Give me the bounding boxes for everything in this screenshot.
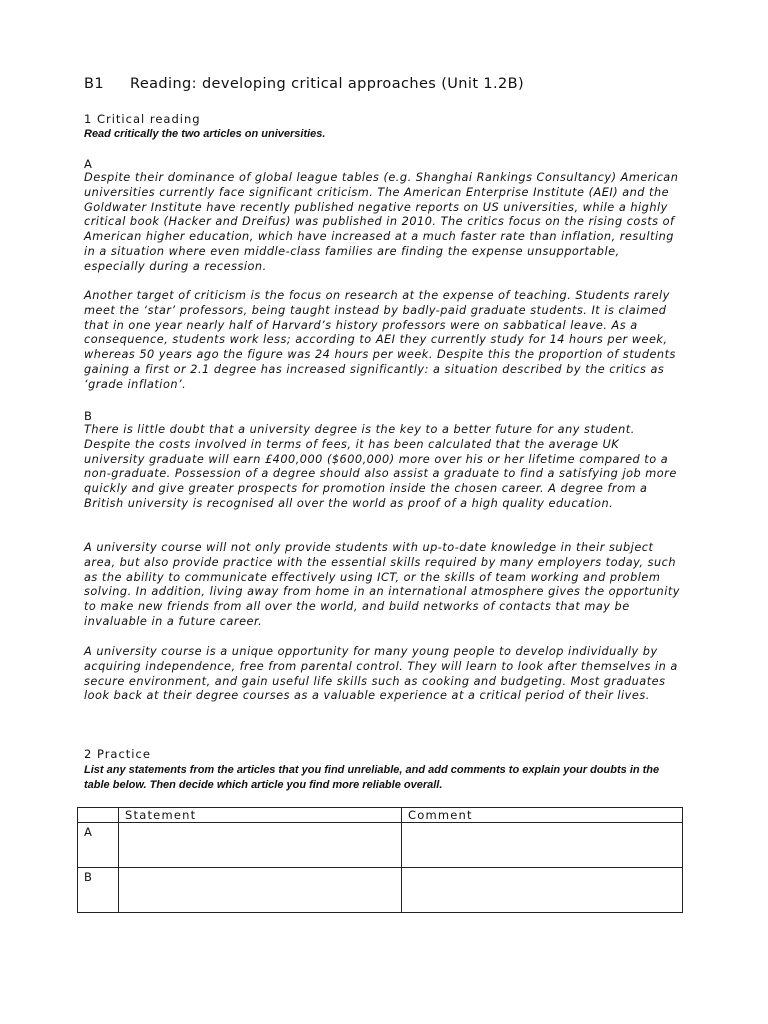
- comment-cell-b[interactable]: [402, 868, 683, 913]
- article-b-label: B: [84, 409, 92, 423]
- table-header-row: [78, 808, 683, 823]
- article-a-label: A: [84, 157, 92, 171]
- practice-table: [77, 807, 683, 913]
- table-row: [78, 868, 683, 913]
- page-heading: [84, 76, 524, 92]
- page-title: Reading: developing critical approaches (Unit 1.2B): [130, 76, 525, 92]
- table-header-label: [78, 808, 119, 823]
- section-2-title: 2 Practice: [84, 747, 151, 761]
- article-a-paragraph-1: Despite their dominance of global league tables (e.g. Shanghai Rankings Consultancy) American universities currently face significant criticism. The American Enterprise Institute (AEI) and the Goldwater Institute have recently published negative reports on US universities, while a highly critical book (Hacker and Dreifus) was published in 2010. The critics focus on the rising costs of American higher education, which have increased at a much faster rate than inflation, resulting in a situation where even middle-class families are finding the expense unsupportable, especially during a recession.: [84, 171, 679, 273]
- section-1-title: 1 Critical reading: [84, 112, 201, 126]
- statement-cell-b[interactable]: [119, 868, 402, 913]
- table-header-statement: Statement: [119, 808, 402, 823]
- table-header-comment: Comment: [402, 808, 683, 823]
- article-b-paragraph-1: There is little doubt that a university degree is the key to a better future for any student. Despite the costs involved in terms of fees, it has been calculated that the average UK university graduate will earn £400,000 ($600,000) more over his or her lifetime compared to a non-graduate. Possession of a degree should also assist a graduate to find a satisfying job more quickly and give greater prospects for promotion inside the chosen career. A degree from a British university is recognised all over the world as proof of a high quality education.: [84, 423, 677, 510]
- unit-code: B1: [84, 76, 104, 92]
- section-1-instruction: Read critically the two articles on universities.: [84, 128, 326, 140]
- article-b-paragraph-3: A university course is a unique opportunity for many young people to develop individually by acquiring independence, free from parental control. They will learn to look after themselves in a secure environment, and gain useful life skills such as cooking and budgeting. Most graduates look back at their degree courses as a valuable experience at a critical period of their lives.: [84, 645, 678, 703]
- article-a-paragraph-2: Another target of criticism is the focus on research at the expense of teaching. Students rarely meet the ‘star’ professors, being taught instead by badly-paid graduate students. It is claimed that in one year nearly half of Harvard’s history professors were on sabbatical leave. As a consequence, students work less; according to AEI they currently study for 14 hours per week, whereas 50 years ago the figure was 24 hours per week. Despite this the proportion of students gaining a first or 2.1 degree has increased significantly: a situation described by the critics as ‘grade inflation’.: [84, 289, 676, 391]
- row-label-a: A: [78, 823, 119, 868]
- section-2-instruction: List any statements from the articles that you find unreliable, and add comments to explain your doubts in the table below. Then decide which article you find more reliable overall.: [84, 764, 660, 791]
- article-b-paragraph-2: A university course will not only provide students with up-to-date knowledge in their subject area, but also provide practice with the essential skills required by many employers today, such as the ability to communicate effectively using ICT, or the skills of team working and problem solving. In addition, living away from home in an international atmosphere gives the opportunity to make new friends from all over the world, and build networks of contacts that may be invaluable in a future career.: [84, 541, 680, 628]
- comment-cell-a[interactable]: [402, 823, 683, 868]
- statement-cell-a[interactable]: [119, 823, 402, 868]
- row-label-b: B: [78, 868, 119, 913]
- table-row: [78, 823, 683, 868]
